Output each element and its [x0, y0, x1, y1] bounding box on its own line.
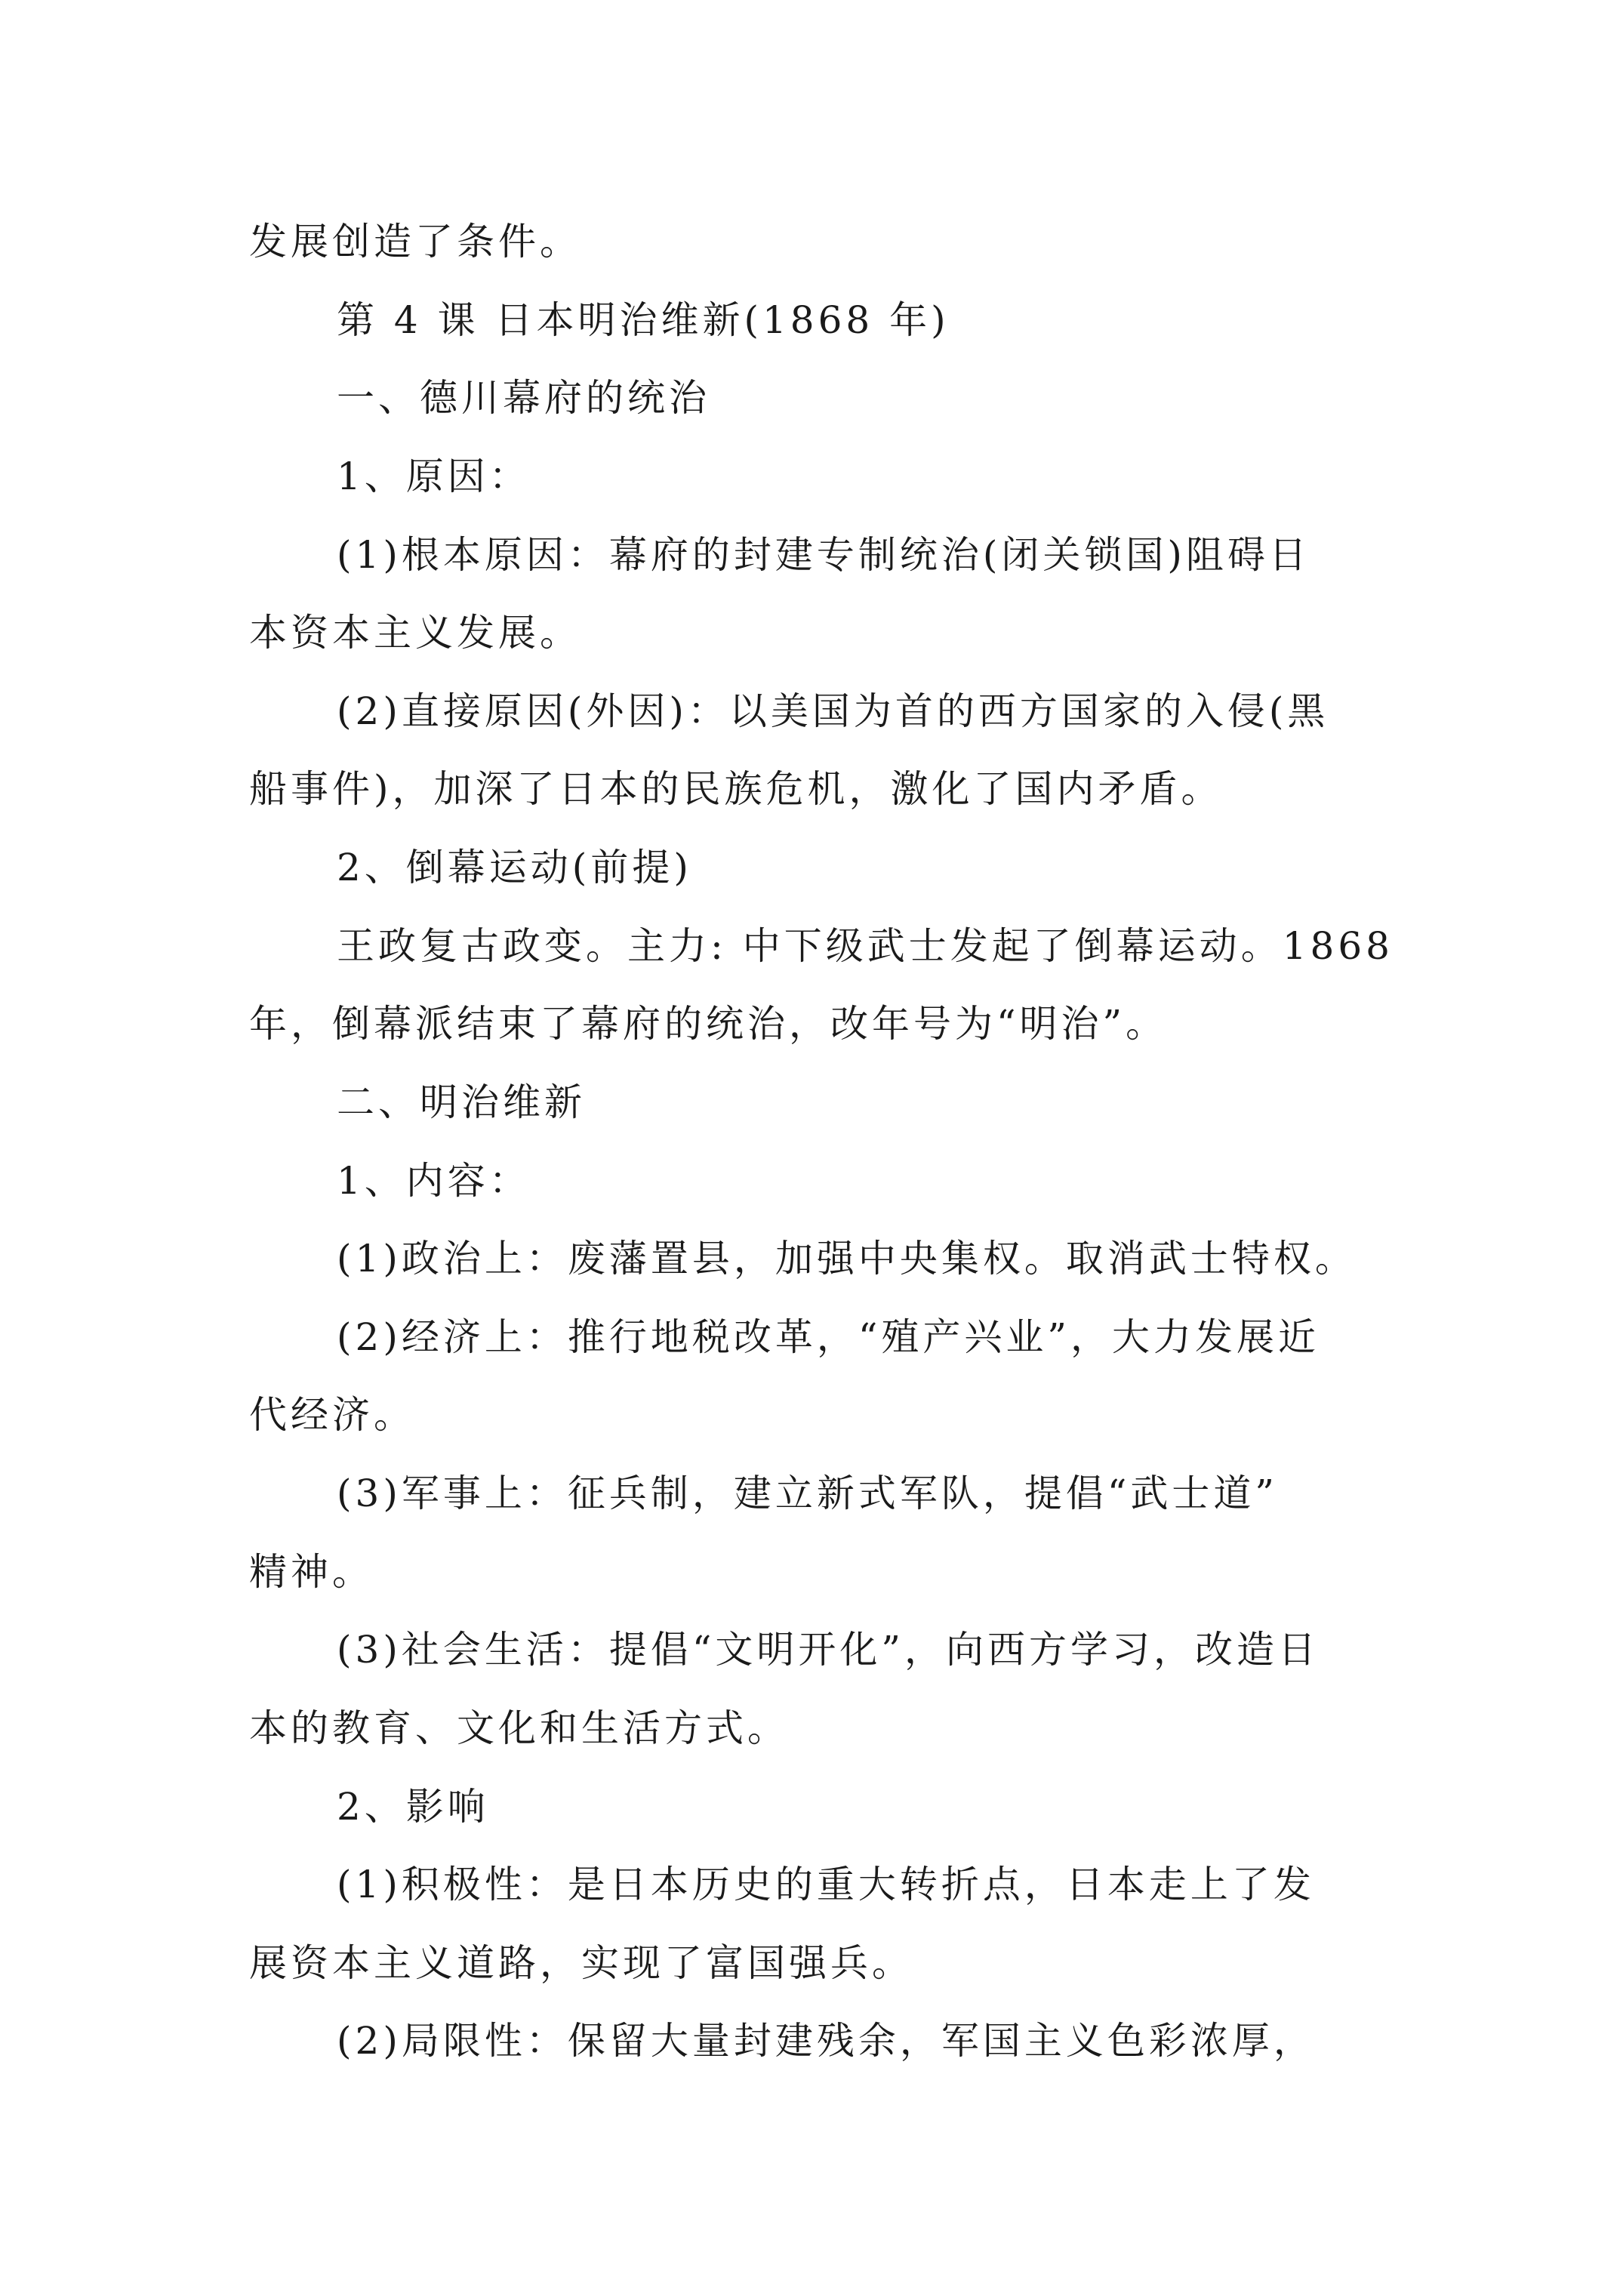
text-line: 展资本主义道路，实现了富国强兵。 [249, 1941, 913, 1985]
text-line: (3)社会生活：提倡“文明开化”，向西方学习，改造日 [337, 1628, 1320, 1672]
subsection-heading: 1、原因： [337, 455, 531, 498]
text-line: (2)直接原因(外因)：以美国为首的西方国家的入侵(黑 [337, 689, 1329, 733]
text-line: 年，倒幕派结束了幕府的统治，改年号为“明治”。 [249, 1002, 1168, 1046]
text-line: 本资本主义发展。 [249, 611, 581, 655]
text-line: 代经济。 [249, 1393, 415, 1437]
subsection-heading: 1、内容： [337, 1159, 531, 1203]
text-line: (2)经济上：推行地税改革，“殖产兴业”，大力发展近 [337, 1315, 1320, 1359]
section-heading: 一、德川幕府的统治 [337, 376, 710, 420]
text-line: 船事件)，加深了日本的民族危机，激化了国内矛盾。 [249, 767, 1223, 811]
text-line: 发展创造了条件。 [249, 220, 581, 264]
text-line: 王政复古政变。主力: 中下级武士发起了倒幕运动。1868 [337, 924, 1394, 968]
text-line: (1)积极性：是日本历史的重大转折点，日本走上了发 [337, 1863, 1315, 1906]
lesson-title: 第 4 课 日本明治维新(1868 年) [337, 298, 950, 342]
subsection-heading: 2、倒幕运动(前提) [337, 846, 692, 889]
text-line: (2)局限性：保留大量封建残余，军国主义色彩浓厚， [337, 2019, 1315, 2063]
subsection-heading: 2、影响 [337, 1785, 489, 1829]
text-line: 精神。 [249, 1550, 374, 1594]
section-heading: 二、明治维新 [337, 1080, 586, 1124]
text-line: (1)根本原因：幕府的封建专制统治(闭关锁国)阻碍日 [337, 533, 1310, 577]
text-line: (3)军事上：征兵制，建立新式军队，提倡“武士道” [337, 1472, 1278, 1515]
text-line: 本的教育、文化和生活方式。 [249, 1706, 789, 1750]
text-line: (1)政治上：废藩置县，加强中央集权。取消武士特权。 [337, 1237, 1357, 1281]
